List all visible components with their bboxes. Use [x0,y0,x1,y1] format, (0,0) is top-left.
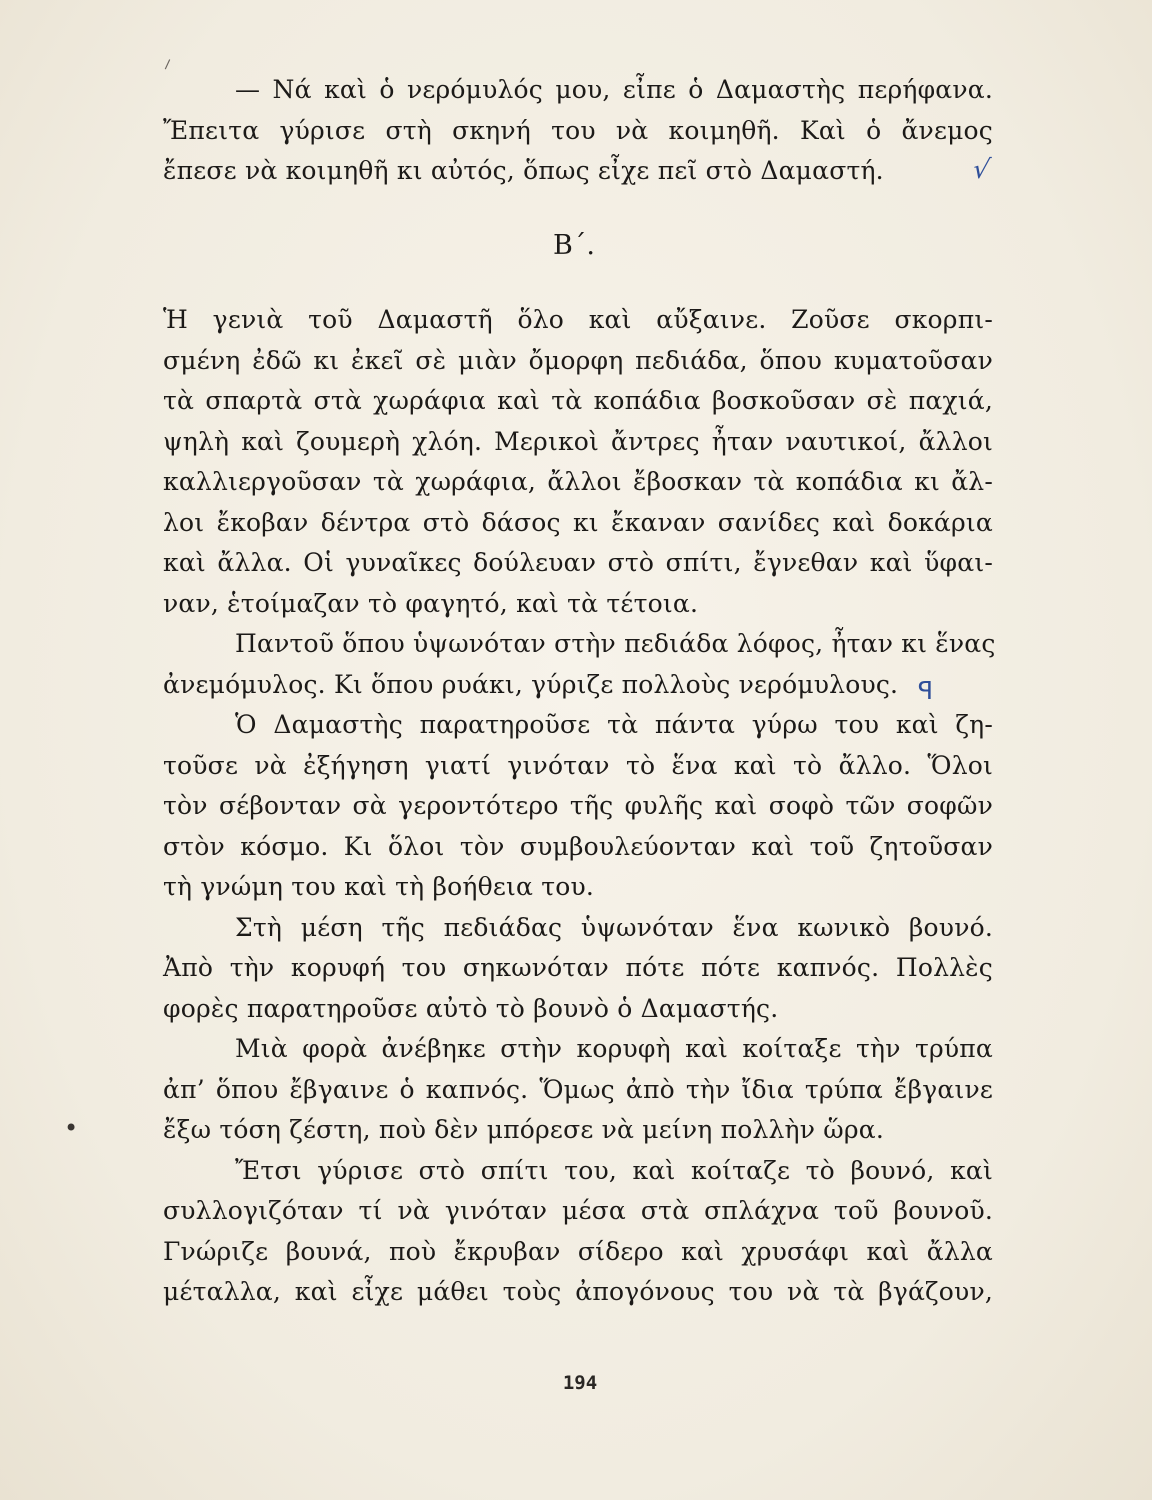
text-line: λοι ἔκοβαν δέντρα στὸ δάσος κι ἔκαναν σανίδες καὶ δοκάρια [163,507,993,537]
text-line: Γνώριζε βουνά, ποὺ ἔκρυβαν σίδερο καὶ χρυσάφι καὶ ἄλλα [163,1236,993,1266]
text-line: συλλογιζόταν τί νὰ γινόταν μέσα στὰ σπλάχνα τοῦ βουνοῦ. [163,1196,993,1225]
text-line: φορὲς παρατηροῦσε αὐτὸ τὸ βουνὸ ὁ Δαμαστής. [163,993,779,1023]
text-line: Παντοῦ ὅπου ὑψωνόταν στὴν πεδιάδα λόφος, ἦταν κι ἕνας [235,629,996,658]
text-line: στὸν κόσμο. Κι ὅλοι τὸν συμβουλεύονταν καὶ τοῦ ζητοῦσαν [163,831,993,861]
text-line: Ἔπειτα γύρισε στὴ σκηνή του νὰ κοιμηθῆ. Καὶ ὁ ἄνεμος [163,115,993,145]
text-line: μέταλλα, καὶ εἶχε μάθει τοὺς ἀπογόνους του νὰ τὰ βγάζουν, [163,1277,993,1306]
text-line: Ἔτσι γύρισε στὸ σπίτι του, καὶ κοίταζε τὸ βουνό, καὶ [235,1155,993,1185]
text-line: ἀνεμόμυλος. Κι ὅπου ρυάκι, γύριζε πολλοὺς νερόμυλους. [163,669,899,699]
check-mark-icon: √ [970,155,993,185]
text-line: Ὁ Δαμαστὴς παρατηροῦσε τὰ πάντα γύρω του καὶ ζη- [235,710,993,739]
page-number: 194 [562,1372,598,1394]
paragraph-mark-icon: ꟼ [918,676,934,705]
text-line: Ἀπὸ τὴν κορυφή του σηκωνόταν πότε πότε καπνός. Πολλὲς [163,953,993,982]
text-line: ναν, ἑτοίμαζαν τὸ φαγητό, καὶ τὰ τέτοια. [163,588,699,618]
text-line: ἔπεσε νὰ κοιμηθῆ κι αὐτός, ὅπως εἶχε πεῖ στὸ Δαμαστή. [163,156,884,185]
pencil-tick-mark: ⸝ [156,46,176,75]
text-line: καὶ ἄλλα. Οἱ γυναῖκες δούλευαν στὸ σπίτι, ἔγνεθαν καὶ ὕφαι- [163,548,993,577]
text-line: Ἡ γενιὰ τοῦ Δαμαστῆ ὅλο καὶ αὔξαινε. Ζοῦσε σκορπι- [163,305,993,334]
text-line: — Νά καὶ ὁ νερόμυλός μου, εἶπε ὁ Δαμαστὴς περήφανα. [235,75,993,104]
text-line: τὸν σέβονταν σὰ γεροντότερο τῆς φυλῆς καὶ σοφὸ τῶν σοφῶν [163,791,993,820]
text-line: τοῦσε νὰ ἐξήγηση γιατί γινόταν τὸ ἕνα καὶ τὸ ἄλλο. Ὅλοι [163,750,993,780]
section-heading: Β΄. [553,229,595,261]
text-line: τὰ σπαρτὰ στὰ χωράφια καὶ τὰ κοπάδια βοσκοῦσαν σὲ παχιά, [163,386,993,415]
text-line: καλλιεργοῦσαν τὰ χωράφια, ἄλλοι ἔβοσκαν τὰ κοπάδια κι ἄλ- [163,467,993,496]
text-line: ἀπ’ ὅπου ἔβγαινε ὁ καπνός. Ὅμως ἀπὸ τὴν ἴδια τρύπα ἔβγαινε [163,1074,993,1104]
text-line: ψηλὴ καὶ ζουμερὴ χλόη. Μερικοὶ ἄντρες ἦταν ναυτικοί, ἄλλοι [163,426,993,456]
body-text [163,70,996,1313]
text-line: τὴ γνώμη του καὶ τὴ βοήθεια του. [163,872,595,901]
text-line: Στὴ μέση τῆς πεδιάδας ὑψωνόταν ἕνα κωνικὸ βουνό. [235,912,993,942]
text-line: σμένη ἐδῶ κι ἐκεῖ σὲ μιὰν ὄμορφη πεδιάδα, ὅπου κυματοῦσαν [163,345,993,375]
margin-dot-icon: • [64,1114,79,1142]
text-line: Μιὰ φορὰ ἀνέβηκε στὴν κορυφὴ καὶ κοίταξε τὴν τρύπα [235,1034,993,1063]
text-line: ἔξω τόση ζέστη, ποὺ δὲν μπόρεσε νὰ μείνη πολλὴν ὥρα. [163,1115,884,1144]
